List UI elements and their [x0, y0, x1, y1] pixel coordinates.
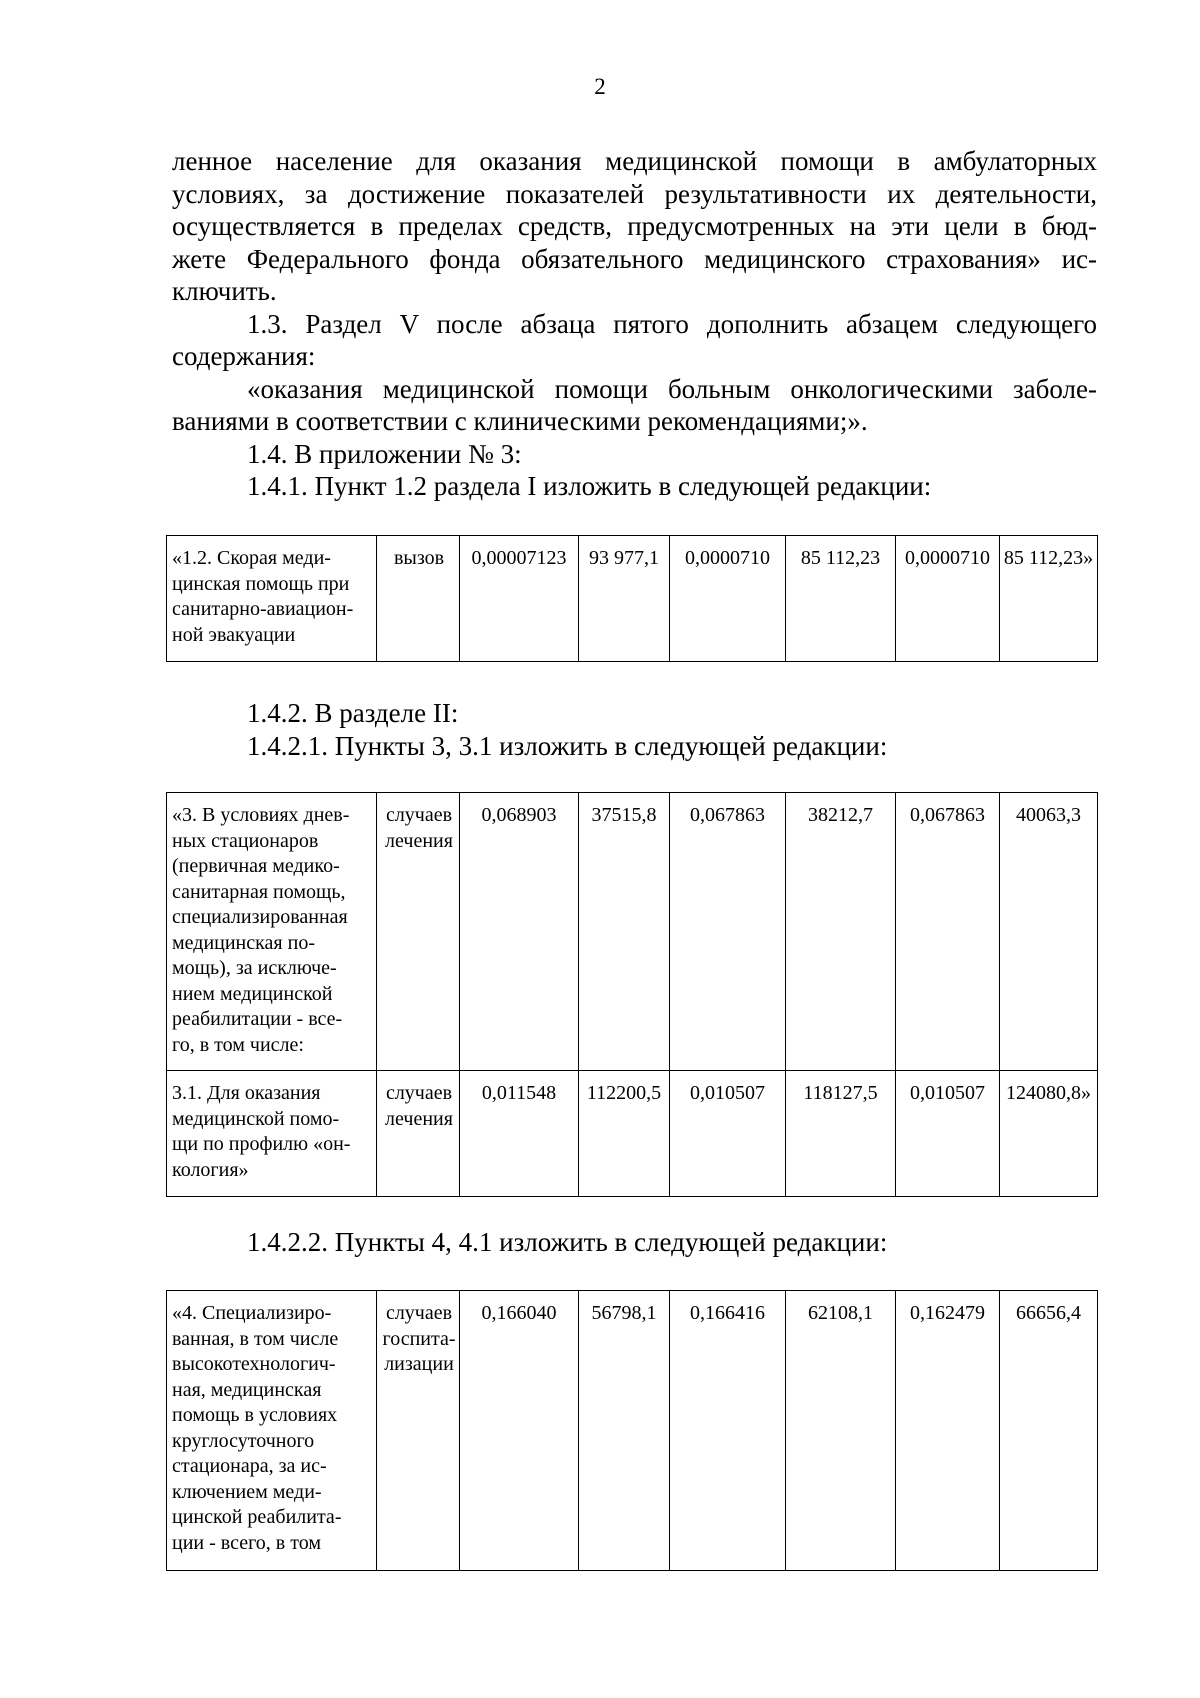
- intro-line: условиях, за достижение показателей результативности их деятельности,: [172, 178, 1097, 209]
- row-name: [167, 1291, 377, 1571]
- name-line: санитарно-авиацион-: [172, 598, 354, 620]
- name-line: кология»: [172, 1158, 249, 1181]
- value-cell: 85 112,23»: [1000, 536, 1098, 662]
- intro-line: ленное население для оказания медицинской помощи в амбулаторных: [172, 146, 1097, 176]
- value-cell: 38212,7: [786, 793, 896, 1071]
- row-name: [167, 536, 377, 662]
- unit-cell: [377, 1071, 460, 1197]
- table-row: [167, 1071, 1098, 1197]
- unit-line: случаев: [385, 1082, 453, 1104]
- name-line: ключением меди-: [172, 1480, 322, 1503]
- value-cell: 112200,5: [579, 1071, 670, 1197]
- name-line: «3. В условиях днев-: [172, 804, 350, 826]
- name-line: санитарная помощь,: [172, 880, 346, 903]
- name-line: ной эвакуации: [172, 623, 296, 646]
- unit-cell: [377, 536, 460, 662]
- unit-line: лечения: [385, 829, 453, 852]
- intro-line: ключить.: [172, 276, 277, 306]
- value-cell: 0,068903: [460, 793, 579, 1071]
- name-line: «1.2. Скорая меди-: [172, 547, 331, 569]
- value-cell: 0,010507: [896, 1071, 1000, 1197]
- name-line: щи по профилю «он-: [172, 1133, 351, 1155]
- name-line: «4. Специализиро-: [172, 1302, 332, 1324]
- row-name: [167, 1071, 377, 1197]
- value-cell: 0,0000710: [670, 536, 786, 662]
- name-line: ная, медицинская: [172, 1378, 322, 1401]
- value-cell: 56798,1: [579, 1291, 670, 1571]
- name-line: 3.1. Для оказания: [172, 1082, 321, 1104]
- name-line: медицинской помо-: [172, 1107, 340, 1130]
- value-cell: 93 977,1: [579, 536, 670, 662]
- value-cell: 0,067863: [896, 793, 1000, 1071]
- table-row: [167, 793, 1098, 1071]
- value-cell: 0,166416: [670, 1291, 786, 1571]
- section-1-4: 1.4. В приложении № 3:: [247, 438, 522, 469]
- value-cell: 66656,4: [1000, 1291, 1098, 1571]
- section-1-3-line1: 1.3. Раздел V после абзаца пятого дополнить абзацем следующего: [247, 308, 1097, 339]
- unit-line: случаев: [385, 804, 453, 826]
- name-line: цинская помощь при: [172, 572, 350, 595]
- name-line: реабилитации - все-: [172, 1008, 343, 1030]
- name-line: ции - всего, в том: [172, 1531, 321, 1554]
- unit-line: лизации: [384, 1353, 454, 1375]
- value-cell: 0,0000710: [896, 536, 1000, 662]
- unit-cell: [377, 1291, 460, 1571]
- unit-line: госпита-: [382, 1327, 456, 1350]
- table-row: [167, 1291, 1098, 1571]
- unit-line: вызов: [393, 547, 445, 569]
- value-cell: 0,162479: [896, 1291, 1000, 1571]
- intro-paragraph: [172, 145, 1097, 503]
- value-cell: 85 112,23: [786, 536, 896, 662]
- name-line: стационара, за ис-: [172, 1455, 327, 1477]
- value-cell: 37515,8: [579, 793, 670, 1071]
- value-cell: 118127,5: [786, 1071, 896, 1197]
- name-line: нием медицинской: [172, 982, 333, 1005]
- section-1-4-2-2: 1.4.2.2. Пункты 4, 4.1 изложить в следующей редакции:: [247, 1227, 888, 1257]
- name-line: помощь в условиях: [172, 1404, 338, 1426]
- value-cell: 0,010507: [670, 1071, 786, 1197]
- section-1-3-line2: содержания:: [172, 341, 316, 371]
- name-line: го, в том числе:: [172, 1033, 304, 1056]
- name-line: (первичная медико-: [172, 855, 340, 877]
- name-line: ных стационаров: [172, 829, 319, 852]
- intro-line: осуществляется в пределах средств, предусмотренных на эти цели в бюд-: [172, 211, 1097, 241]
- intro-line: жете Федерального фонда обязательного медицинского страхования» ис-: [172, 243, 1097, 274]
- table-2: [166, 792, 1098, 1197]
- value-cell: 124080,8»: [1000, 1071, 1098, 1197]
- section-1-4-2-1: 1.4.2.1. Пункты 3, 3.1 изложить в следующей редакции:: [247, 731, 888, 761]
- name-line: медицинская по-: [172, 931, 315, 954]
- name-line: высокотехнологич-: [172, 1353, 336, 1375]
- name-line: специализированная: [172, 906, 348, 928]
- quote-line2: ваниями в соответствии с клиническими рекомендациями;».: [172, 406, 868, 436]
- row-name: [167, 793, 377, 1071]
- unit-line: лечения: [385, 1107, 453, 1130]
- quote-line1: «оказания медицинской помощи больным онкологическими заболе-: [247, 373, 1097, 404]
- section-1-4-2: 1.4.2. В разделе II:: [247, 698, 459, 728]
- value-cell: 62108,1: [786, 1291, 896, 1571]
- page-number: 2: [594, 74, 606, 99]
- table-1: [166, 535, 1098, 662]
- value-cell: 0,011548: [460, 1071, 579, 1197]
- table-3: [166, 1290, 1098, 1571]
- name-line: ванная, в том числе: [172, 1327, 339, 1350]
- name-line: цинской реабилита-: [172, 1506, 342, 1528]
- name-line: мощь), за исключе-: [172, 957, 337, 979]
- section-1-4-1: 1.4.1. Пункт 1.2 раздела I изложить в следующей редакции:: [247, 471, 932, 501]
- value-cell: 0,067863: [670, 793, 786, 1071]
- table-row: [167, 536, 1098, 662]
- unit-line: случаев: [385, 1302, 453, 1324]
- value-cell: 40063,3: [1000, 793, 1098, 1071]
- unit-cell: [377, 793, 460, 1071]
- name-line: круглосуточного: [172, 1429, 315, 1452]
- value-cell: 0,166040: [460, 1291, 579, 1571]
- value-cell: 0,00007123: [460, 536, 579, 662]
